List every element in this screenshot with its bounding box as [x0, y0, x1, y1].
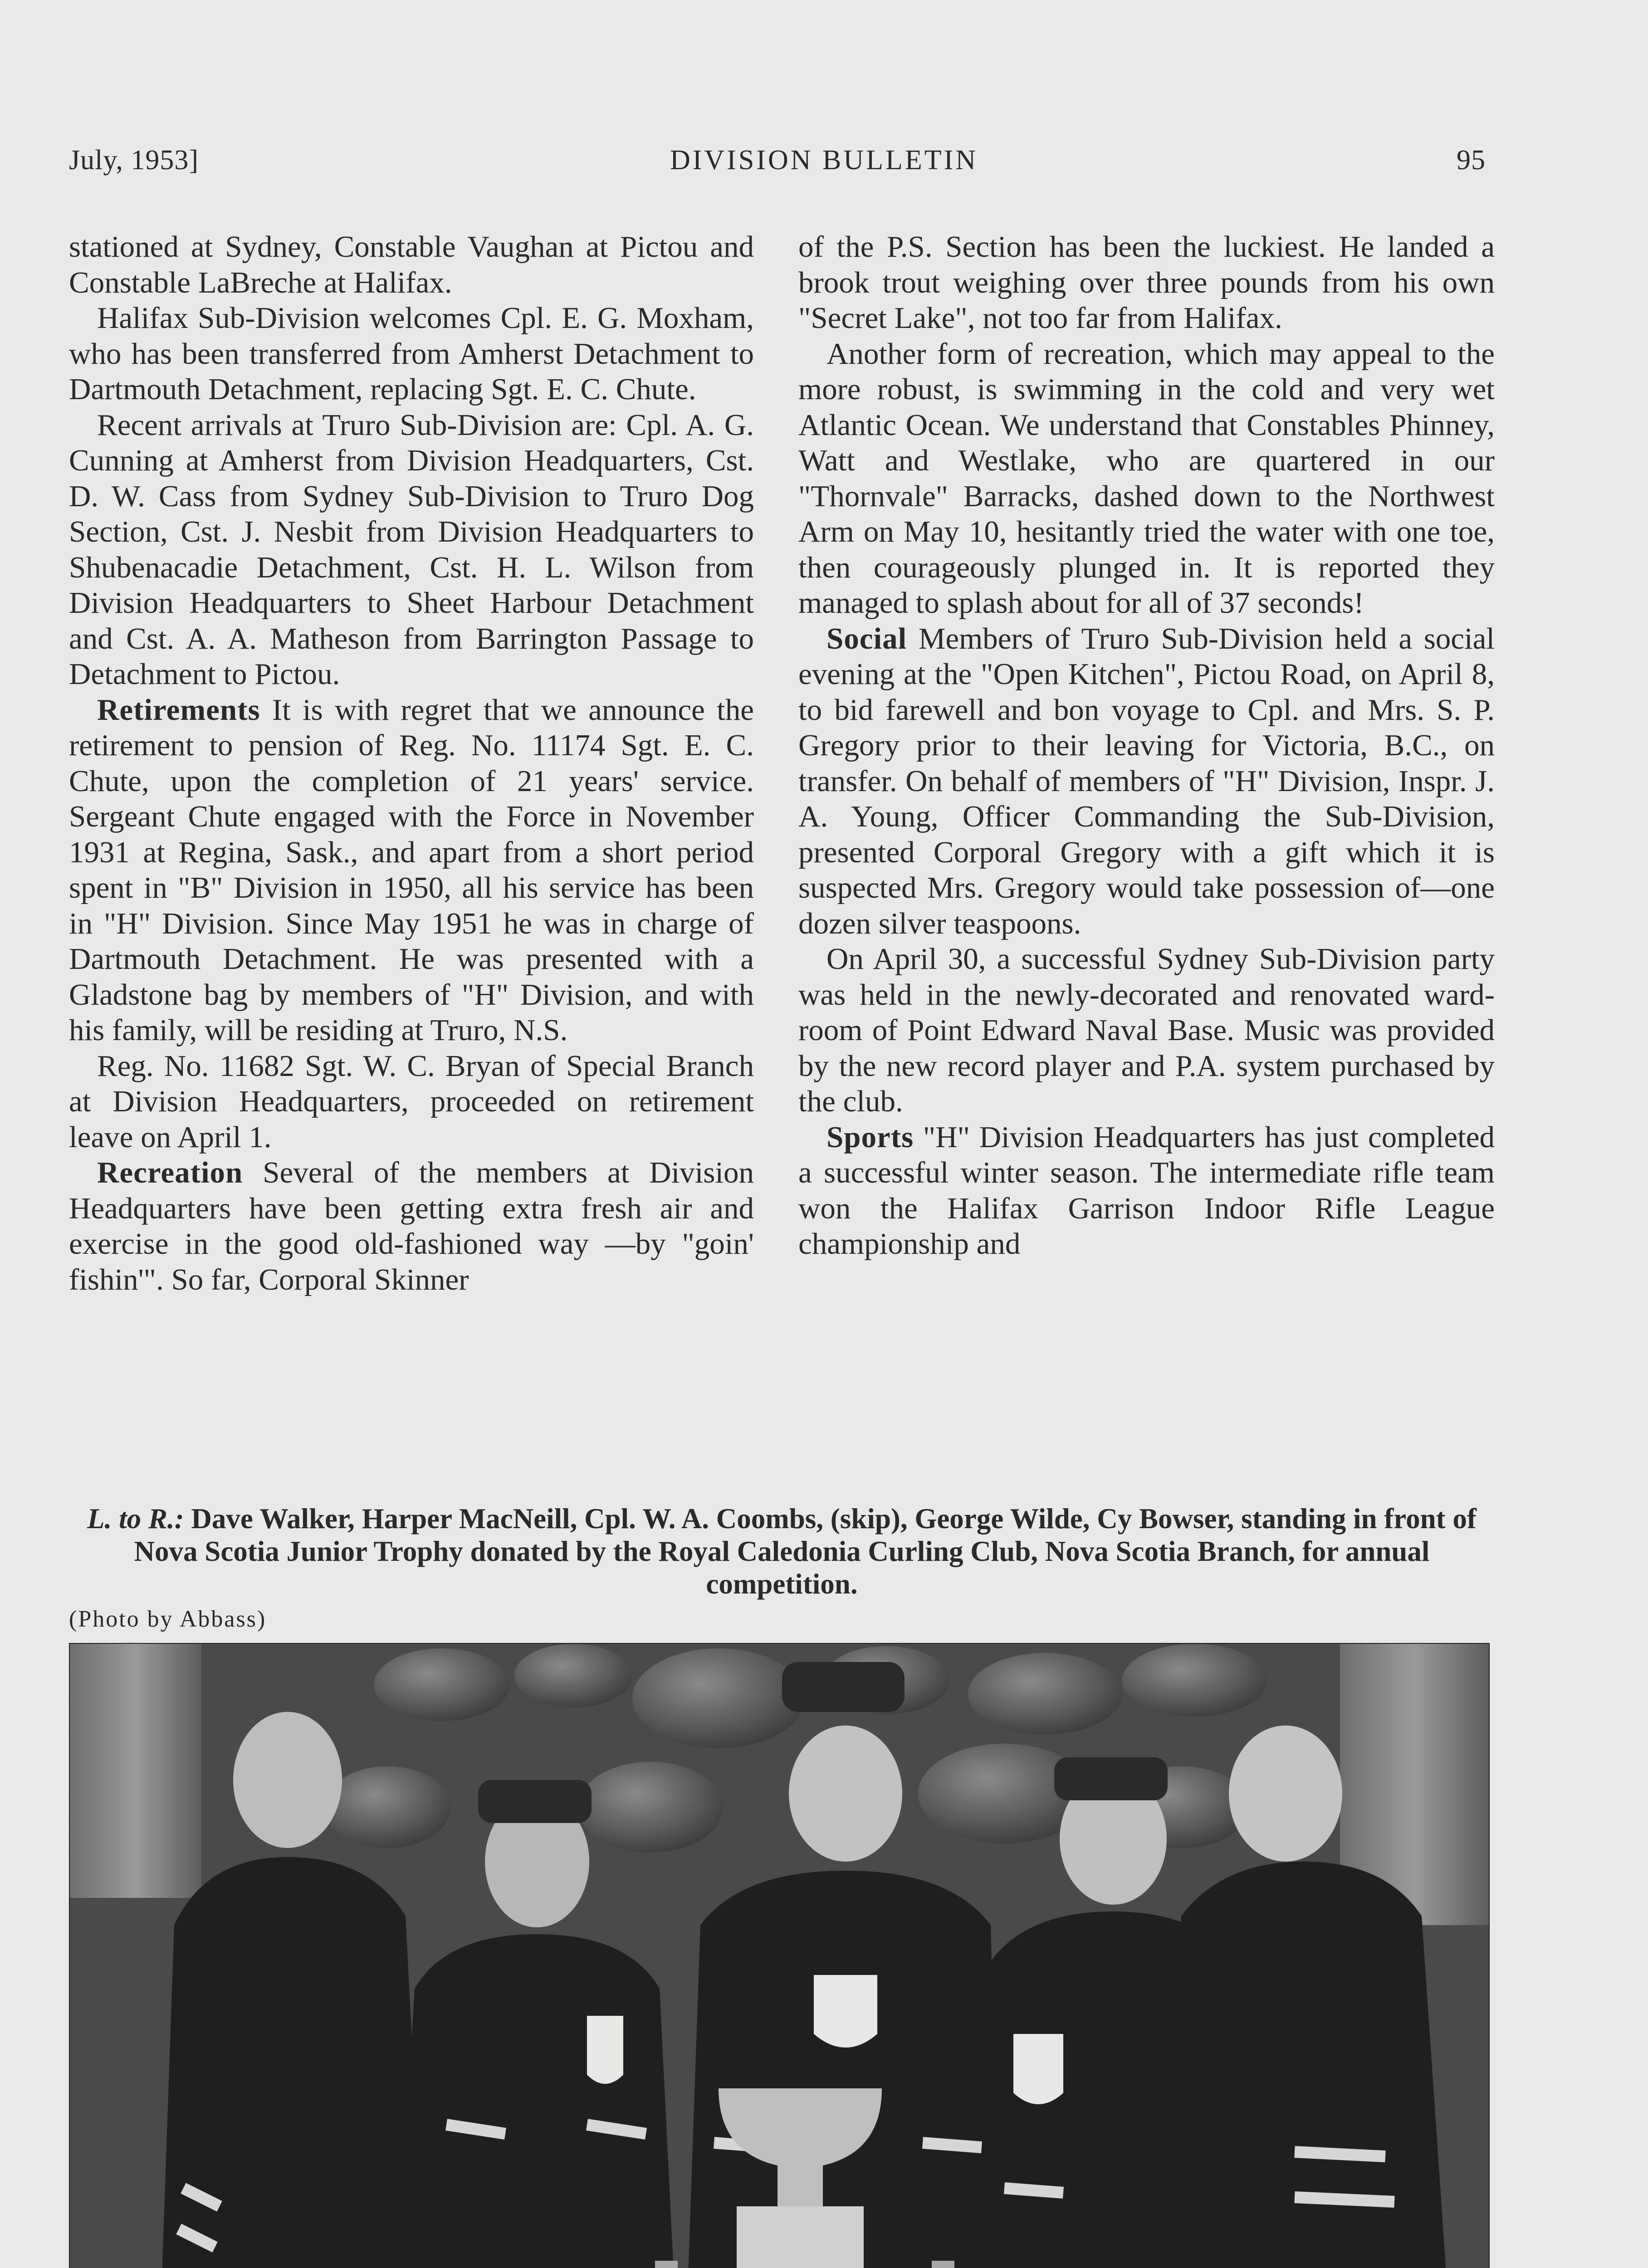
- paragraph: [798, 621, 1495, 942]
- paragraph: Recent arrivals at Truro Sub-Division are: Cpl. A. G. Cunning at Amherst from Division Headquarters, Cst. D. W. Cass from Sydney Sub-Division to Truro Dog Section, Cst. J. Nesbit from Division Headquarters to Shubenacadie Detachment, Cst. H. L. Wilson from Division Headquarters to Sheet Harbour Detachment and Cst. A. A. Matheson from Barrington Passage to Detachment to Pictou.: [69, 408, 754, 691]
- caption-text: Dave Walker, Harper MacNeill, Cpl. W. A. Coombs, (skip), George Wilde, Cy Bowser, standing in front of Nova Scotia Junior Trophy donated by the Royal Caledonia Curling Club, Nova Scotia Branch, for annual competition.: [134, 1503, 1477, 1600]
- paragraph: Halifax Sub-Division welcomes Cpl. E. G. Moxham, who has been transferred from Amherst Detachment to Dartmouth Detachment, replacing Sgt. E. C. Chute.: [69, 301, 754, 406]
- paragraph-text: Several of the members at Division Headquarters have been getting extra fresh air and exercise in the good old-fashioned way —by "goin' fishin'". So far, Corporal Skinner: [69, 1156, 754, 1296]
- paragraph-text: "H" Division Headquarters has just completed a successful winter season. The intermediate rifle team won the Halifax Garrison Indoor Rifle League championship and: [798, 1120, 1495, 1261]
- paragraph: On April 30, a successful Sydney Sub-Division party was held in the newly-decorated and renovated ward-room of Point Edward Naval Base. Music was provided by the new record player and P.A. system purchased by the club.: [798, 942, 1495, 1118]
- run-in-heading-recreation: Recreation: [97, 1156, 243, 1189]
- photo-caption: [69, 1502, 1495, 1600]
- paragraph-text: It is with regret that we announce the retirement to pension of Reg. No. 11174 Sgt. E. C. Chute, upon the completion of 21 years' service. Sergeant Chute engaged with the Force in November 1931 at Regina, Sask., and apart from a short period spent in "B" Division in 1950, all his service has been in "H" Division. Since May 1951 he was in charge of Dartmouth Detachment. He was presented with a Gladstone bag by members of "H" Division, and with his family, will be residing at Truro, N.S.: [69, 693, 754, 1047]
- page-number: 95: [1457, 145, 1486, 176]
- run-in-heading-sports: Sports: [826, 1120, 914, 1154]
- header-title: DIVISION BULLETIN: [670, 145, 978, 176]
- photo-credit: (Photo by Abbass): [69, 1606, 267, 1632]
- paragraph: [798, 1119, 1495, 1262]
- paragraph: stationed at Sydney, Constable Vaughan at Pictou and Constable LaBreche at Halifax.: [69, 230, 754, 299]
- run-in-heading-retirements: Retirements: [97, 693, 260, 727]
- left-column: [69, 229, 754, 1297]
- curling-team-photo: [69, 1643, 1490, 2268]
- photo-illustration: [70, 1644, 1489, 2268]
- header-date: July, 1953]: [69, 145, 199, 176]
- paragraph-text: Members of Truro Sub-Division held a social evening at the "Open Kitchen", Pictou Road, on April 8, to bid farewell and bon voyage to Cpl. and Mrs. S. P. Gregory prior to their leaving for Victoria, B.C., on transfer. On behalf of members of "H" Division, Inspr. J. A. Young, Officer Commanding the Sub-Division, presented Corporal Gregory with a gift which it is suspected Mrs. Gregory would take possession of—one dozen silver teaspoons.: [798, 621, 1495, 940]
- paragraph: [69, 1155, 754, 1297]
- paragraph: Reg. No. 11682 Sgt. W. C. Bryan of Special Branch at Division Headquarters, proceeded on retirement leave on April 1.: [69, 1049, 754, 1154]
- right-column: [798, 229, 1495, 1262]
- paragraph: of the P.S. Section has been the luckiest. He landed a brook trout weighing over three pounds from his own "Secret Lake", not too far from Halifax.: [798, 230, 1495, 335]
- run-in-heading-social: Social: [826, 621, 907, 655]
- curtain-left: [70, 1644, 201, 1898]
- caption-lead: L. to R.:: [87, 1503, 184, 1535]
- paragraph: [69, 692, 754, 1048]
- paragraph: Another form of recreation, which may appeal to the more robust, is swimming in the cold and very wet Atlantic Ocean. We understand that Constables Phinney, Watt and Westlake, who are quartered in our "Thornvale" Barracks, dashed down to the Northwest Arm on May 10, hesitantly tried the water with one toe, then courageously plunged in. It is reported they managed to splash about for all of 37 seconds!: [798, 337, 1495, 620]
